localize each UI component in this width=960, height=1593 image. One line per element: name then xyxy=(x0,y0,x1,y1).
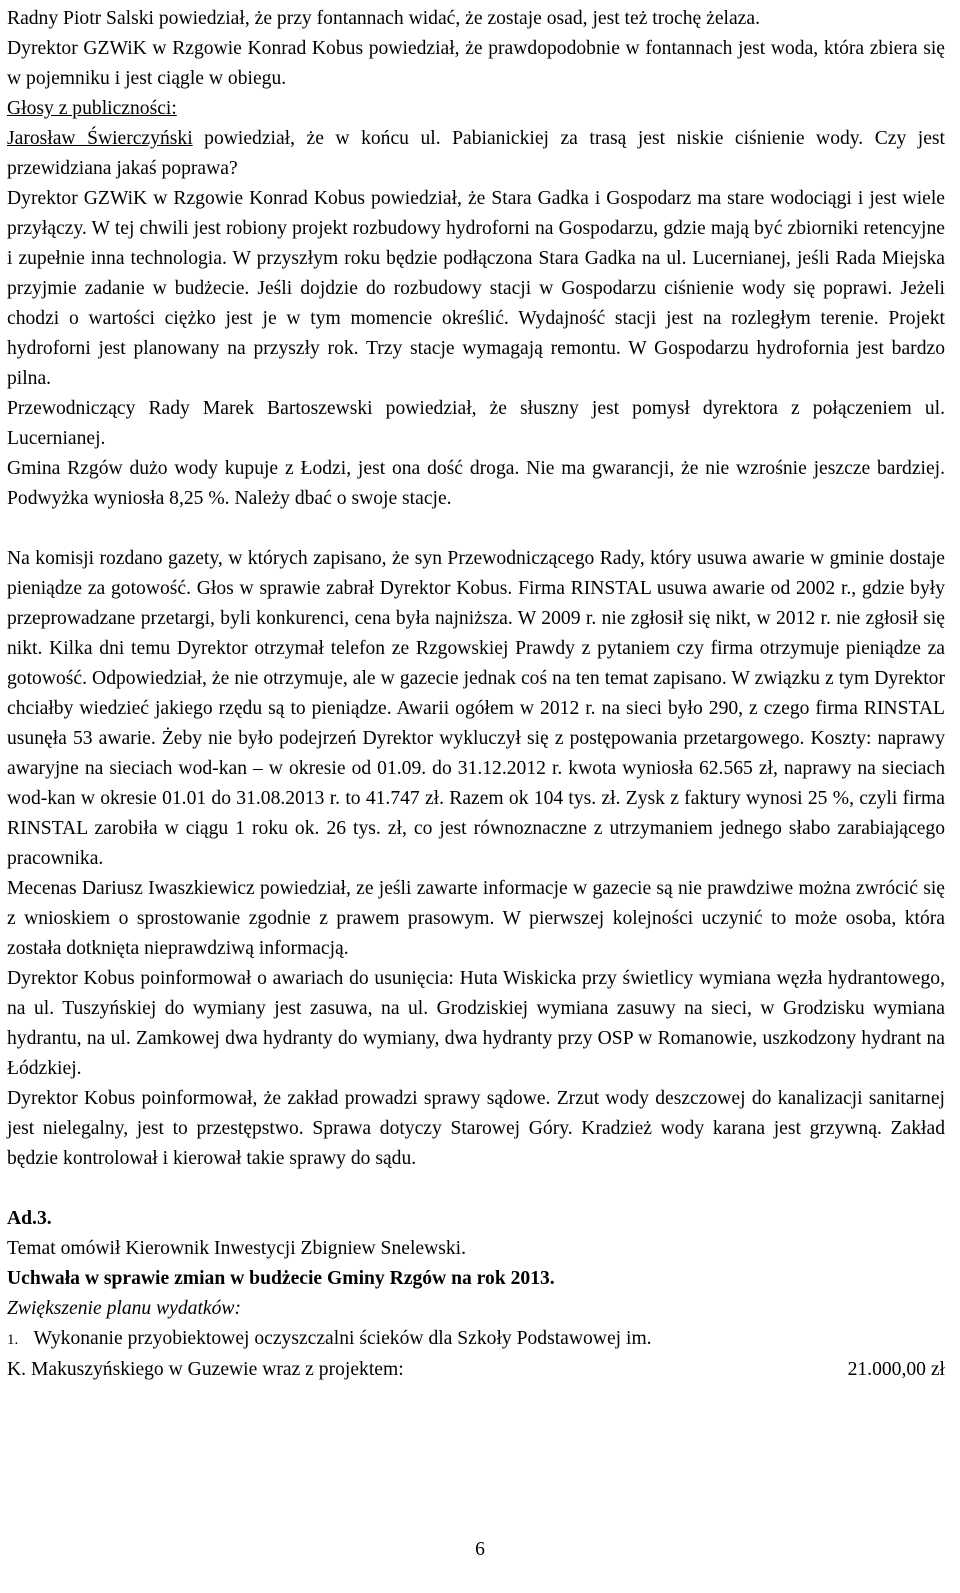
paragraph-kobus-fountains: Dyrektor GZWiK w Rzgowie Konrad Kobus powiedział, że prawdopodobnie w fontannach jest woda, która zbiera się w pojemniku i jest ciągle w obiegu. xyxy=(7,38,945,89)
paragraph-swierczynski xyxy=(7,124,945,184)
paragraph-gap xyxy=(7,514,945,544)
public-voices-heading xyxy=(7,94,945,124)
paragraph-newspaper-rinstal: Na komisji rozdano gazety, w których zapisano, że syn Przewodniczącego Rady, który usuwa awarie w gminie dostaje pieniądze za gotowość. Głos w sprawie zabrał Dyrektor Kobus. Firma RINSTAL usuwa awarie od 2002 r., gdzie były przeprowadzane przetargi, byli konkurenci, cena była najniższa. W 2009 r. nie zgłosił się nikt, w 2012 r. nie zgłosił się nikt. Kilka dni temu Dyrektor otrzymał telefon ze Rzgowskiej Prawdy z pytaniem czy firma otrzymuje pieniądze za gotowość. Odpowiedział, że nie otrzymuje, ale w gazecie jednak coś na ten temat zapisano. W związku z tym Dyrektor chciałby wiedzieć jakiego rzędu są to pieniądze. Awarii ogółem w 2012 r. na sieci było 290, z czego firma RINSTAL usunęła 53 awarie. Żeby nie było podejrzeń Dyrektor wykluczył się z postępowania przetargowego. Koszty: naprawy awaryjne na sieciach wod-kan – w okresie od 01.09. do 31.12.2012 r. kwota wyniosła 62.565 zł, naprawy na sieciach wod-kan w okresie 01.01 do 31.08.2013 r. to 41.747 zł. Razem ok 104 tys. zł. Zysk z faktury wynosi 25 %, czyli firma RINSTAL zarobiła w ciągu 1 roku ok. 26 tys. zł, co jest równoznaczne z utrzymaniem jednego słabo zarabiającego pracownika. xyxy=(7,548,945,869)
page-number: 6 xyxy=(475,1539,485,1560)
resolution-title: Uchwała w sprawie zmian w budżecie Gminy Rzgów na rok 2013. xyxy=(7,1268,555,1289)
list-item-amount: 21.000,00 zł xyxy=(847,1359,945,1380)
list-item-amount-row xyxy=(7,1355,945,1385)
speaker-name: Jarosław Świerczyński xyxy=(7,128,193,149)
paragraph-water-purchase: Gmina Rzgów dużo wody kupuje z Łodzi, jest ona dość droga. Nie ma gwarancji, że nie wzrośnie jeszcze bardziej. Podwyżka wyniosła 8,25 %. Należy dbać o swoje stacje. xyxy=(7,458,945,509)
paragraph-bartoszewski: Przewodniczący Rady Marek Bartoszewski powiedział, że słuszny jest pomysł dyrektora z połączeniem ul. Lucernianej. xyxy=(7,398,945,449)
list-item-number: 1. xyxy=(7,1332,19,1348)
paragraph-salski: Radny Piotr Salski powiedział, że przy fontannach widać, że zostaje osad, jest też trochę żelaza. xyxy=(7,8,760,29)
paragraph-kobus-pressure: Dyrektor GZWiK w Rzgowie Konrad Kobus powiedział, że Stara Gadka i Gospodarz ma stare wodociągi i jest wiele przyłączy. W tej chwili jest robiony projekt rozbudowy hydroforni na Gospodarzu, gdzie mają być zbiorniki retencyjne i zupełnie inna technologia. W przyszłym roku będzie podłączona Stara Gadka na ul. Lucernianej, jeśli Rada Miejska przyjmie zadanie w budżecie. Jeśli dojdzie do rozbudowy stacji w Gospodarzu ciśnienie wody się poprawi. Jeżeli chodzi o wartości ciężko jest je w tym momencie określić. Wydajność stacji jest na rozległym terenie. Projekt hydroforni jest planowany na przyszły rok. Trzy stacje wymagają remontu. W Gospodarzu hydrofornia jest bardzo pilna. xyxy=(7,188,945,389)
paragraph-failures-list: Dyrektor Kobus poinformował o awariach do usunięcia: Huta Wiskicka przy świetlicy wymiana węzła hydrantowego, na ul. Tuszyńskiej do wymiany jest zasuwa, na ul. Grodziskiej wymiana zasuwy na sieci, w Grodzisku wymiana hydrantu, na ul. Zamkowej dwa hydranty do wymiany, dwa hydranty przy OSP w Romanowie, uszkodzony hydrant na Łódzkiej. xyxy=(7,968,945,1079)
list-item-line1: Wykonanie przyobiektowej oczyszczalni ścieków dla Szkoły Podstawowej im. xyxy=(33,1328,652,1349)
section-gap xyxy=(7,1174,945,1204)
list-item xyxy=(7,1324,945,1355)
list-item-line2: K. Makuszyńskiego w Guzewie wraz z projektem: xyxy=(7,1359,404,1380)
document-body xyxy=(7,4,945,1385)
expenses-subheading: Zwiększenie planu wydatków: xyxy=(7,1298,242,1319)
section-heading: Ad.3. xyxy=(7,1208,52,1229)
public-voices-label: Głosy z publiczności: xyxy=(7,98,177,119)
speaker-text: powiedział, że w końcu ul. Pabianickiej za trasą jest niskie ciśnienie wody. Czy jest przewidziana jakaś poprawa? xyxy=(7,128,945,179)
paragraph-iwaszkiewicz: Mecenas Dariusz Iwaszkiewicz powiedział, ze jeśli zawarte informacje w gazecie są nie prawdziwe można zwrócić się z wnioskiem o sprostowanie zgodnie z prawem prasowym. W pierwszej kolejności uczynić to może osoba, która została dotknięta nieprawdziwą informacją. xyxy=(7,878,945,959)
paragraph-court-cases: Dyrektor Kobus poinformował, że zakład prowadzi sprawy sądowe. Zrzut wody deszczowej do kanalizacji sanitarnej jest nielegalny, jest to przestępstwo. Sprawa dotyczy Starowej Góry. Kradzież wody karana jest grzywną. Zakład będzie kontrolował i kierował takie sprawy do sądu. xyxy=(7,1088,945,1169)
section-intro: Temat omówił Kierownik Inwestycji Zbigniew Snelewski. xyxy=(7,1238,466,1259)
